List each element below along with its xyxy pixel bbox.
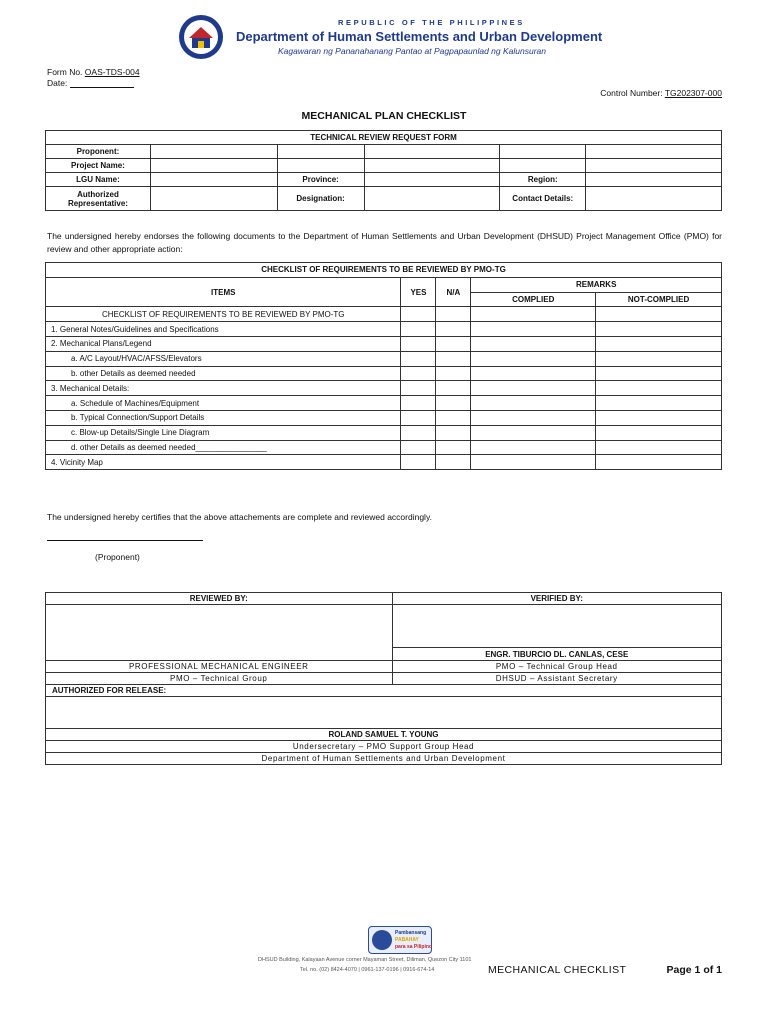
proponent-field[interactable]: [150, 145, 277, 159]
proponent-caption: (Proponent): [95, 552, 140, 562]
na-cell[interactable]: [436, 455, 471, 470]
na-cell[interactable]: [436, 440, 471, 455]
yes-cell[interactable]: [401, 440, 436, 455]
complied-cell[interactable]: [471, 307, 596, 322]
na-cell[interactable]: [436, 366, 471, 381]
authorized-rep-label: Authorized Representative:: [46, 187, 151, 211]
republic-line: REPUBLIC OF THE PHILIPPINES: [338, 18, 525, 27]
col-yes: YES: [401, 277, 436, 307]
col-na: N/A: [436, 277, 471, 307]
not-complied-cell[interactable]: [596, 336, 722, 351]
yes-cell[interactable]: [401, 381, 436, 396]
na-cell[interactable]: [436, 381, 471, 396]
checklist-item: d. other Details as deemed needed________________: [46, 440, 401, 455]
verifier-title: PMO – Technical Group Head: [392, 661, 722, 673]
release-title: Undersecretary – PMO Support Group Head: [46, 741, 722, 753]
table-row: [46, 410, 722, 425]
not-complied-cell[interactable]: [596, 366, 722, 381]
date-blank[interactable]: [70, 80, 134, 88]
checklist-heading: CHECKLIST OF REQUIREMENTS TO BE REVIEWED BY PMO-TG: [46, 263, 722, 278]
province-field[interactable]: [364, 173, 500, 187]
yes-cell[interactable]: [401, 322, 436, 337]
checklist-item: a. Schedule of Machines/Equipment: [46, 396, 401, 411]
project-name-label: Project Name:: [46, 159, 151, 173]
checklist-item: b. Typical Connection/Support Details: [46, 410, 401, 425]
na-cell[interactable]: [436, 322, 471, 337]
date-field: Date:: [47, 78, 134, 88]
endorsement-text: The undersigned hereby endorses the following documents to the Department of Human Settlements and Urban Development (DHSUD) Project Management Office (PMO) for review and other appropriate action:: [47, 231, 722, 254]
not-complied-cell[interactable]: [596, 440, 722, 455]
reviewer-title: PROFESSIONAL MECHANICAL ENGINEER: [46, 661, 393, 673]
verifier-group: DHSUD – Assistant Secretary: [392, 673, 722, 685]
not-complied-cell[interactable]: [596, 307, 722, 322]
yes-cell[interactable]: [401, 336, 436, 351]
reviewed-by-label: REVIEWED BY:: [46, 593, 393, 605]
table-row: [46, 336, 722, 351]
complied-cell[interactable]: [471, 336, 596, 351]
form-number: Form No. OAS-TDS-004: [47, 67, 140, 77]
signatures-table: [45, 592, 722, 765]
complied-cell[interactable]: [471, 455, 596, 470]
yes-cell[interactable]: [401, 307, 436, 322]
reviewer-group: PMO – Technical Group: [46, 673, 393, 685]
verified-by-label: VERIFIED BY:: [392, 593, 722, 605]
control-number: Control Number: TG202307-000: [600, 88, 722, 98]
certification-text: The undersigned hereby certifies that the above attachements are complete and reviewed accordingly.: [47, 512, 432, 522]
table-row: [46, 366, 722, 381]
table-row: [46, 351, 722, 366]
checklist-item: CHECKLIST OF REQUIREMENTS TO BE REVIEWED BY PMO-TG: [46, 307, 401, 322]
proponent-signature-line[interactable]: [47, 540, 203, 541]
pabahay-emblem-icon: [372, 930, 392, 950]
release-signature-box[interactable]: [46, 697, 722, 729]
release-department: Department of Human Settlements and Urban Development: [46, 753, 722, 765]
table-row: [46, 396, 722, 411]
table-row: [46, 307, 722, 322]
checklist-item: 4. Vicinity Map: [46, 455, 401, 470]
checklist-item: b. other Details as deemed needed: [46, 366, 401, 381]
authorized-rep-field[interactable]: [150, 187, 277, 211]
designation-label: Designation:: [277, 187, 364, 211]
na-cell[interactable]: [436, 396, 471, 411]
yes-cell[interactable]: [401, 396, 436, 411]
letterhead: [178, 14, 618, 60]
complied-cell[interactable]: [471, 425, 596, 440]
na-cell[interactable]: [436, 410, 471, 425]
page-number: Page 1 of 1: [666, 964, 722, 976]
not-complied-cell[interactable]: [596, 381, 722, 396]
yes-cell[interactable]: [401, 410, 436, 425]
footer-document-name: MECHANICAL CHECKLIST: [488, 964, 627, 976]
na-cell[interactable]: [436, 307, 471, 322]
col-not-complied: NOT-COMPLIED: [596, 292, 722, 307]
col-items: ITEMS: [46, 277, 401, 307]
table-row: [46, 455, 722, 470]
reviewer-signature-box[interactable]: [46, 605, 393, 661]
table-row: [46, 440, 722, 455]
na-cell[interactable]: [436, 336, 471, 351]
complied-cell[interactable]: [471, 351, 596, 366]
not-complied-cell[interactable]: [596, 351, 722, 366]
checklist-item: a. A/C Layout/HVAC/AFSS/Elevators: [46, 351, 401, 366]
region-field[interactable]: [586, 173, 722, 187]
lgu-name-label: LGU Name:: [46, 173, 151, 187]
table-row: [46, 425, 722, 440]
release-name: ROLAND SAMUEL T. YOUNG: [46, 729, 722, 741]
checklist-item: 1. General Notes/Guidelines and Specifications: [46, 322, 401, 337]
not-complied-cell[interactable]: [596, 322, 722, 337]
yes-cell[interactable]: [401, 366, 436, 381]
dhsud-seal-icon: [178, 14, 224, 60]
request-form-heading: TECHNICAL REVIEW REQUEST FORM: [46, 131, 722, 145]
table-row: [46, 381, 722, 396]
region-label: Region:: [500, 173, 586, 187]
col-complied: COMPLIED: [471, 292, 596, 307]
complied-cell[interactable]: [471, 440, 596, 455]
complied-cell[interactable]: [471, 396, 596, 411]
authorized-release-label: AUTHORIZED FOR RELEASE:: [46, 685, 722, 697]
lgu-name-field[interactable]: [150, 173, 277, 187]
complied-cell[interactable]: [471, 410, 596, 425]
checklist-item: 2. Mechanical Plans/Legend: [46, 336, 401, 351]
not-complied-cell[interactable]: [596, 425, 722, 440]
request-form-table: [45, 130, 722, 211]
designation-field[interactable]: [364, 187, 500, 211]
yes-cell[interactable]: [401, 425, 436, 440]
yes-cell[interactable]: [401, 455, 436, 470]
verifier-signature-box[interactable]: [392, 605, 722, 648]
proponent-label: Proponent:: [46, 145, 151, 159]
yes-cell[interactable]: [401, 351, 436, 366]
department-name: Department of Human Settlements and Urban Development: [236, 29, 603, 44]
na-cell[interactable]: [436, 351, 471, 366]
pabahay-logo: Pambansang PABAHAY para sa Pilipino: [368, 926, 432, 954]
footer-address: DHSUD Building, Kalayaan Avenue corner Mayaman Street, Diliman, Quezon City 1101: [258, 957, 472, 963]
verifier-name: ENGR. TIBURCIO DL. CANLAS, CESE: [392, 648, 722, 661]
department-tagalog: Kagawaran ng Pananahanang Pantao at Pagpapaunlad ng Kalunsuran: [278, 46, 546, 56]
contact-field[interactable]: [586, 187, 722, 211]
contact-label: Contact Details:: [500, 187, 586, 211]
not-complied-cell[interactable]: [596, 410, 722, 425]
complied-cell[interactable]: [471, 322, 596, 337]
project-name-field[interactable]: [150, 159, 277, 173]
checklist-item: 3. Mechanical Details:: [46, 381, 401, 396]
col-remarks: REMARKS: [471, 277, 722, 292]
table-row: [46, 322, 722, 337]
complied-cell[interactable]: [471, 381, 596, 396]
province-label: Province:: [277, 173, 364, 187]
na-cell[interactable]: [436, 425, 471, 440]
checklist-item: c. Blow-up Details/Single Line Diagram: [46, 425, 401, 440]
complied-cell[interactable]: [471, 366, 596, 381]
not-complied-cell[interactable]: [596, 455, 722, 470]
footer-telephone: Tel. no. (02) 8424-4070 | 0961-137-0196 | 0916-674-14: [300, 967, 435, 973]
checklist-table: [45, 262, 722, 470]
page-title: MECHANICAL PLAN CHECKLIST: [301, 110, 467, 122]
not-complied-cell[interactable]: [596, 396, 722, 411]
